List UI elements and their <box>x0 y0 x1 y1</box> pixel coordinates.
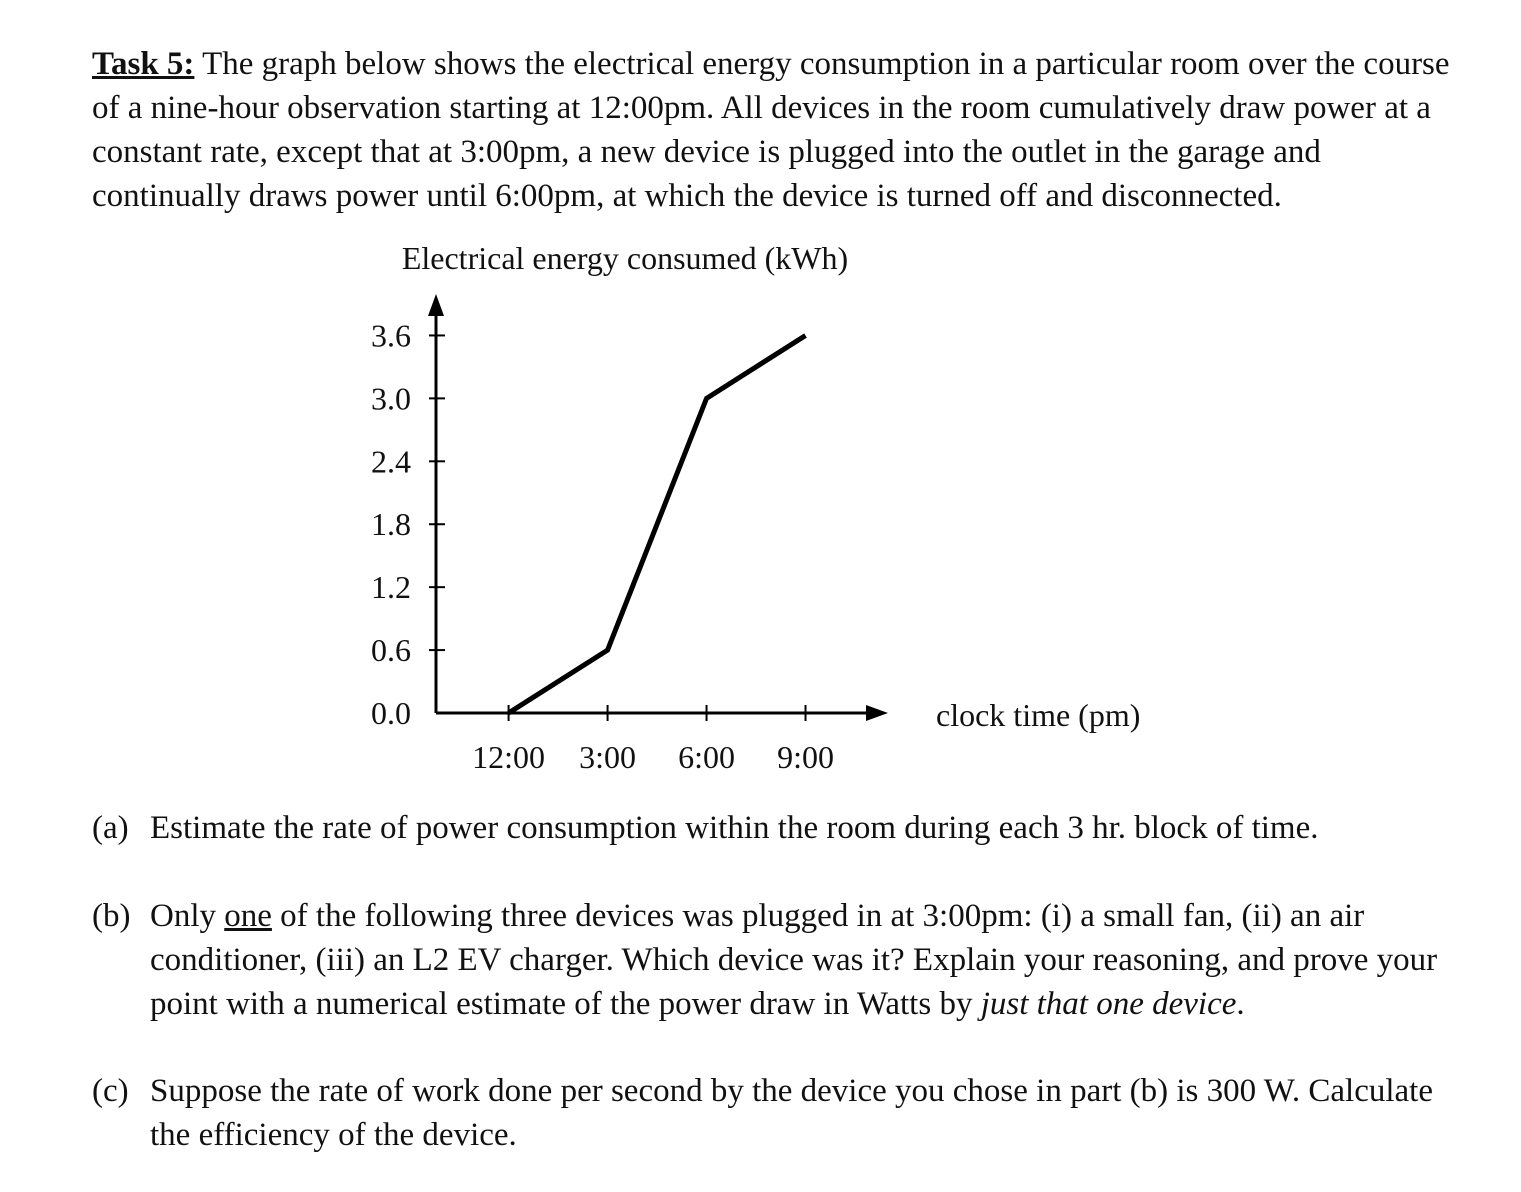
x-axis-label: clock time (pm) <box>936 697 1141 733</box>
x-tick-label: 3:00 <box>579 739 637 775</box>
y-tick-label: 0.0 <box>371 695 411 731</box>
question-c <box>92 1069 1472 1157</box>
question-b-text-1: Only <box>150 898 225 934</box>
question-b-label: (b) <box>92 898 131 934</box>
y-ticks <box>371 317 445 731</box>
question-a-label: (a) <box>92 810 129 846</box>
chart-title: Electrical energy consumed (kWh) <box>401 240 849 276</box>
y-tick-label: 1.2 <box>371 569 411 606</box>
question-b-text-2: of the following three devices was plugged in at 3:00pm: (i) a small fan, (ii) an air conditioner, (iii) an L2 EV charger. Which device was it? Explain your reasoning, and prove your point with a numerical estimate of the power draw in Watts by <box>150 898 1438 1022</box>
y-axis-arrow <box>428 294 444 316</box>
x-tick-label: 12:00 <box>472 739 546 775</box>
x-tick-label: 9:00 <box>777 739 834 775</box>
x-tick-label: 6:00 <box>678 739 735 775</box>
x-axis-arrow <box>866 705 888 721</box>
y-tick-label: 3.6 <box>371 317 411 354</box>
energy-series-line <box>509 335 806 713</box>
task-label: Task 5: <box>92 46 195 82</box>
y-tick-label: 3.0 <box>371 380 411 417</box>
y-tick-label: 2.4 <box>371 443 411 480</box>
question-c-text: Suppose the rate of work done per second by the device you chose in part (b) is 300 W. Calculate the efficiency of the device. <box>150 1073 1433 1153</box>
y-tick-label: 1.8 <box>371 506 411 543</box>
question-a <box>92 806 1472 850</box>
question-b <box>92 894 1472 1026</box>
question-b-italic: just that one device <box>980 986 1237 1022</box>
question-b-text-3: . <box>1236 986 1245 1022</box>
question-a-text: Estimate the rate of power consumption within the room during each 3 hr. block of time. <box>150 810 1319 846</box>
y-tick-label: 0.6 <box>371 632 411 669</box>
x-ticks <box>472 705 834 775</box>
question-b-text <box>150 894 1472 1026</box>
task-text: The graph below shows the electrical energy consumption in a particular room over the course of a nine-hour observation starting at 12:00pm. All devices in the room cumulatively draw power at a constant rate, except that at 3:00pm, a new device is plugged into the outlet in the garage and continually draws power until 6:00pm, at which the device is turned off and disconnected. <box>92 46 1450 214</box>
question-b-underline: one <box>224 898 272 934</box>
question-c-label: (c) <box>92 1073 129 1109</box>
